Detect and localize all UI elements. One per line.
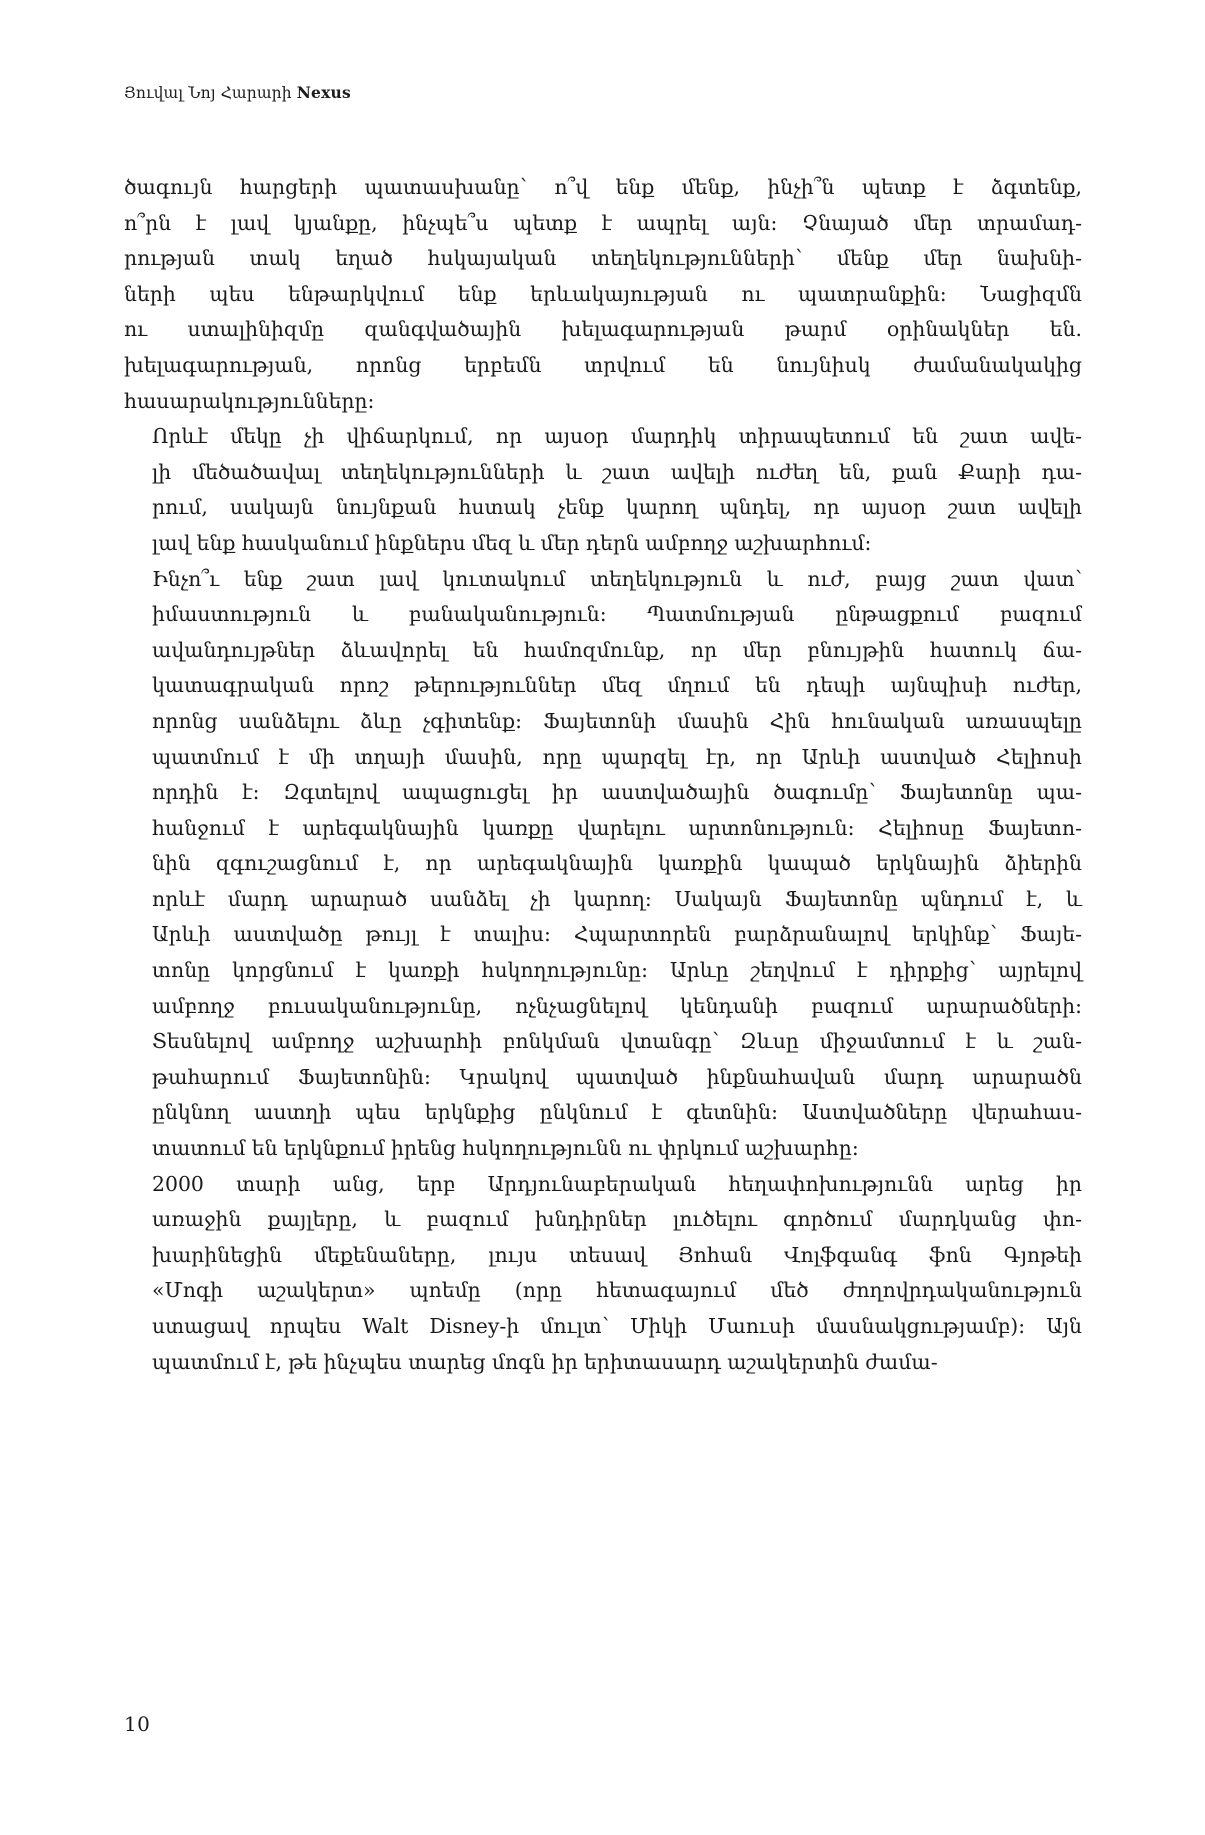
- text-line: ու ստալինիզմը զանգվածային խելագարության թարմ օրինակներ են.: [124, 317, 1082, 342]
- text-line: ստացավ որպես Walt Disney-ի մուլտ՝ Միկի Մաուսի մասնակցությամբ)։ Այն: [152, 1314, 1082, 1338]
- text-line: որդին է։ Զգտելով ապացուցել իր աստվածային ծագումը՝ Ֆայետոնը պա-: [152, 780, 1082, 805]
- page-number: 10: [124, 1712, 151, 1736]
- text-line: 2000 տարի անց, երբ Արդյունաբերական հեղափոխությունն արեց իր: [152, 1171, 1082, 1196]
- text-line: րության տակ եղած հսկայական տեղեկությունների՝ մենք մեր նախնի-: [124, 246, 1082, 271]
- text-line: ավանդույթներ ձևավորել են համոզմունք, որ մեր բնույթին հատուկ ճա-: [152, 637, 1082, 662]
- text-line: առաջին քայլերը, և բազում խնդիրներ լուծելու գործում մարդկանց փո-: [152, 1207, 1082, 1232]
- text-line: «Մոգի աշակերտ» պոեմը (որը հետագայում մեծ ժողովրդականություն: [152, 1278, 1082, 1303]
- text-line: լի մեծածավալ տեղեկությունների և շատ ավելի ուժեղ են, քան Քարի դա-: [152, 459, 1082, 484]
- paragraph: [124, 170, 1082, 419]
- text-line: խարինեցին մեքենաները, լույս տեսավ Յոհան Վոլֆգանգ ֆոն Գյոթեի: [152, 1242, 1082, 1267]
- paragraph: [124, 419, 1082, 561]
- text-line: հասարակությունները։: [124, 388, 375, 413]
- text-line: կատագրական որոշ թերություններ մեզ մղում են դեպի այնպիսի ուժեր,: [152, 673, 1082, 698]
- text-line: Արևի աստվածը թույլ է տալիս։ Հպարտորեն բարձրանալով երկինք՝ Ֆայե-: [152, 922, 1082, 947]
- text-line: տոնը կորցնում է կառքի հսկողությունը։ Արևը շեղվում է դիրքից՝ այրելով: [152, 958, 1082, 983]
- text-line: պատմում է, թե ինչպես տարեց մոգն իր երիտասարդ աշակերտին ժամա-: [152, 1349, 938, 1374]
- text-line: ների պես ենթարկվում ենք երևակայության ու պատրանքին։ Նացիզմն: [124, 281, 1082, 306]
- body-text-block: [124, 170, 1082, 1380]
- header-book-title: Nexus: [296, 83, 351, 102]
- text-line: որևէ մարդ արարած սանձել չի կարող։ Սակայն Ֆայետոնը պնդում է, և: [152, 886, 1082, 911]
- text-line: ո՞րն է լավ կյանքը, ինչպե՞ս պետք է ապրել այն։ Չնայած մեր տրամադ-: [124, 210, 1082, 235]
- header-author-name: Յուվալ Նոյ Հարարի: [124, 84, 292, 102]
- text-line: լավ ենք հասկանում ինքներս մեզ և մեր դերն ամբողջ աշխարհում։: [152, 530, 872, 555]
- text-line: նին զգուշացնում է, որ արեգակնային կառքին կապած երկնային ձիերին: [152, 851, 1082, 876]
- text-line: րում, սակայն նույնքան հստակ չենք կարող պնդել, որ այսօր շատ ավելի: [152, 495, 1082, 520]
- text-line: պատմում է մի տղայի մասին, որը պարզել էր, որ Արևի աստված Հելիոսի: [152, 744, 1082, 769]
- text-line: հանջում է արեգակնային կառքը վարելու արտոնություն։ Հելիոսը Ֆայետո-: [152, 815, 1082, 840]
- text-line: Ինչո՞ւ ենք շատ լավ կուտակում տեղեկություն և ուժ, բայց շատ վատ՝: [152, 566, 1082, 591]
- text-line: որոնց սանձելու ձևը չգիտենք։ Ֆայետոնի մասին Հին հունական առասպելը: [152, 708, 1082, 733]
- paragraph: [124, 1167, 1082, 1381]
- text-line: տատում են երկնքում իրենց հսկողությունն ու փրկում աշխարհը։: [152, 1136, 859, 1161]
- text-line: խելագարության, որոնց երբեմն տրվում են նույնիսկ ժամանակակից: [124, 352, 1082, 377]
- text-line: թահարում Ֆայետոնին։ Կրակով պատված ինքնահավան մարդ արարածն: [152, 1064, 1082, 1089]
- text-line: ծագույն հարցերի պատասխանը՝ ո՞վ ենք մենք, ինչի՞ն պետք է ձգտենք,: [124, 175, 1082, 199]
- text-line: Տեսնելով ամբողջ աշխարհի բոնկման վտանգը՝ Զևսը միջամտում է և շան-: [152, 1029, 1082, 1054]
- text-line: ընկնող աստղի պես երկնքից ընկնում է գետնին։ Աստվածները վերահաս-: [152, 1100, 1082, 1125]
- text-line: Որևէ մեկը չի վիճարկում, որ այսօր մարդիկ տիրապետում են շատ ավե-: [152, 424, 1082, 449]
- running-header: [124, 84, 1084, 103]
- text-line: իմաստություն և բանականություն։ Պատմության ընթացքում բազում: [152, 602, 1082, 627]
- text-line: ամբողջ բուսականությունը, ոչնչացնելով կենդանի բազում արարածների։: [152, 993, 1082, 1018]
- paragraph: [124, 562, 1082, 1167]
